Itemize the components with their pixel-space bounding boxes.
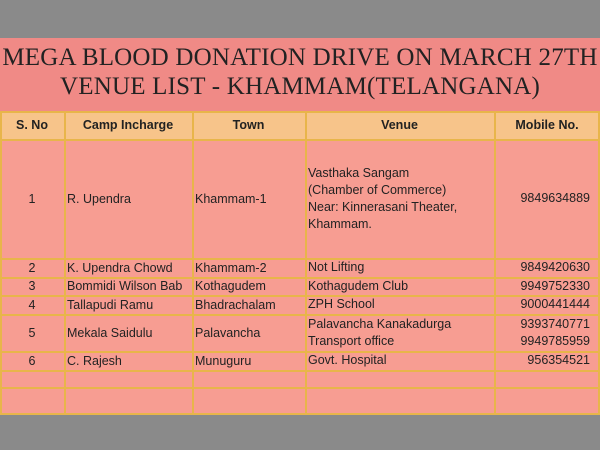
mobile-cell bbox=[494, 139, 600, 258]
camp-incharge-column-header: Camp Incharge bbox=[64, 111, 192, 139]
town-cell: Kothagudem bbox=[195, 279, 266, 293]
venue-cell bbox=[305, 258, 494, 277]
mobile-cell bbox=[494, 295, 600, 314]
camp-incharge-cell: Bommidi Wilson Bab bbox=[67, 279, 183, 293]
town-cell: Palavancha bbox=[195, 325, 261, 340]
sno-cell: 5 bbox=[28, 325, 36, 340]
venue-line: Vasthaka Sangam bbox=[308, 165, 410, 180]
row-divider bbox=[0, 139, 600, 141]
venue-cell bbox=[305, 277, 494, 295]
sno-cell: 3 bbox=[28, 279, 36, 293]
venue-table bbox=[0, 111, 600, 415]
sno-cell: 4 bbox=[28, 297, 36, 312]
mobile-line: 9849420630 bbox=[520, 260, 590, 274]
sno-cell: 2 bbox=[28, 260, 36, 275]
town-column-header: Town bbox=[192, 111, 305, 139]
town-cell: Khammam-2 bbox=[195, 260, 267, 275]
row-divider bbox=[0, 413, 600, 415]
camp-incharge-cell: K. Upendra Chowd bbox=[67, 260, 173, 275]
mobile-line: 9949752330 bbox=[520, 278, 590, 293]
row-divider bbox=[0, 111, 600, 113]
row-divider bbox=[0, 351, 600, 353]
camp-incharge-cell: Mekala Saidulu bbox=[67, 325, 153, 340]
venue-line: (Chamber of Commerce) bbox=[308, 182, 447, 197]
mobile-cell bbox=[494, 314, 600, 351]
camp-incharge-cell: C. Rajesh bbox=[67, 353, 122, 368]
venue-line: Kothagudem Club bbox=[308, 278, 409, 293]
mobile-line: 9949785959 bbox=[520, 333, 590, 348]
mobile-column-header: Mobile No. bbox=[494, 111, 600, 139]
row-divider bbox=[0, 258, 600, 260]
venue-cell bbox=[305, 139, 494, 258]
venue-line: Not Lifting bbox=[308, 260, 365, 274]
venue-cell bbox=[305, 314, 494, 351]
town-cell: Munuguru bbox=[195, 353, 252, 368]
mobile-line: 9849634889 bbox=[520, 191, 590, 205]
row-divider bbox=[0, 295, 600, 297]
camp-incharge-cell: R. Upendra bbox=[67, 191, 131, 206]
mobile-line: 9393740771 bbox=[520, 316, 590, 331]
venue-line: ZPH School bbox=[308, 297, 375, 311]
mobile-line: 956354521 bbox=[527, 353, 590, 367]
mobile-line: 9000441444 bbox=[520, 297, 590, 311]
venue-line: Govt. Hospital bbox=[308, 353, 387, 367]
sno-cell: 1 bbox=[28, 191, 36, 206]
town-cell: Bhadrachalam bbox=[195, 297, 276, 312]
venue-line: Near: Kinnerasani Theater, bbox=[308, 199, 458, 214]
venue-line: Transport office bbox=[308, 333, 395, 348]
mobile-cell bbox=[494, 258, 600, 277]
town-cell: Khammam-1 bbox=[195, 191, 267, 206]
row-divider bbox=[0, 314, 600, 316]
sno-column-header: S. No bbox=[0, 111, 64, 139]
mobile-cell bbox=[494, 351, 600, 370]
empty-table-row bbox=[0, 370, 600, 415]
row-divider bbox=[0, 387, 600, 389]
row-divider bbox=[0, 370, 600, 372]
venue-column-header: Venue bbox=[305, 111, 494, 139]
venue-line: Khammam. bbox=[308, 216, 372, 231]
venue-list-sheet bbox=[0, 38, 600, 415]
row-divider bbox=[0, 277, 600, 279]
camp-incharge-cell: Tallapudi Ramu bbox=[67, 297, 154, 312]
venue-line: Palavancha Kanakadurga bbox=[308, 316, 452, 331]
venue-cell bbox=[305, 295, 494, 314]
mobile-cell bbox=[494, 277, 600, 295]
page-subtitle: VENUE LIST - KHAMMAM(TELANGANA) bbox=[60, 73, 540, 100]
venue-cell bbox=[305, 351, 494, 370]
page-title: MEGA BLOOD DONATION DRIVE ON MARCH 27TH bbox=[2, 44, 598, 71]
sno-cell: 6 bbox=[28, 353, 36, 368]
